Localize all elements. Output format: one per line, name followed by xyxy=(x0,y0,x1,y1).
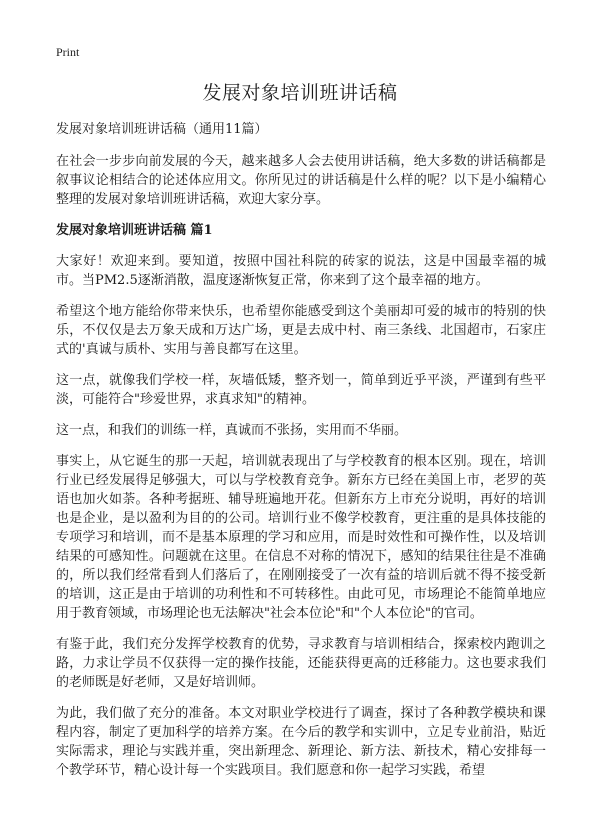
body-paragraph: 希望这个地方能给你带来快乐，也希望你能感受到这个美丽却可爱的城市的特别的快乐，不仅仅是去万象天成和万达广场，更是去成中村、南三条线、北国超市，石家庄式的'真诚与质朴、实用与善良都写在这里。 xyxy=(56,304,546,357)
document-subtitle: 发展对象培训班讲话稿（通用11篇） xyxy=(56,122,268,137)
body-paragraph: 为此，我们做了充分的准备。本文对职业学校进行了调查，探讨了各种教学模块和课程内容，制定了更加科学的培养方案。在今后的教学和实训中，立足专业前沿，贴近实际需求，理论与实践并重，突出新理念、新理论、新方法、新技术，精心安排每一个教学环节，精心设计每一个实践项目。我们愿意和你一起学习实践，希望 xyxy=(56,706,546,778)
body-paragraph: 大家好！欢迎来到。要知道，按照中国社科院的砖家的说法，这是中国最幸福的城市。当PM2.5逐渐消散，温度逐渐恢复正常，你来到了这个最幸福的地方。 xyxy=(56,254,546,288)
document-body xyxy=(56,120,546,792)
body-paragraph: 这一点，和我们的训练一样，真诚而不张扬，实用而不华丽。 xyxy=(56,423,408,438)
body-paragraph: 这一点，就像我们学校一样，灰墙低矮，整齐划一，简单到近乎平淡，严谨到有些平淡，可能符合"珍爱世界，求真求知"的精神。 xyxy=(56,373,546,407)
body-paragraph: 事实上，从它诞生的那一天起，培训就表现出了与学校教育的根本区别。现在，培训行业已经发展得足够强大，可以与学校教育竞争。新东方已经在美国上市，老罗的英语也加火如荼。各种考据班、辅导班遍地开花。但新东方上市充分说明，再好的培训也是企业，是以盈利为目的的公司。培训行业不像学校教育，更注重的是具体技能的专项学习和培训，而不是基本原理的学习和应用，而是时效性和可操作性，以及培训结果的可感知性。问题就在这里。在信息不对称的情况下，感知的结果往往是不准确的，所以我们经常看到人们落后了，在刚刚接受了一次有益的培训后就不得不接受新的培训，这正是由于培训的功利性和不可转移性。由此可见，市场理论不能简单地应用于教育领域，市场理论也无法解决"社会本位论"和"个人本位论"的官司。 xyxy=(56,454,546,621)
print-link[interactable]: Print xyxy=(56,45,80,59)
section-heading: 发展对象培训班讲话稿 篇1 xyxy=(56,223,213,238)
document-title: 发展对象培训班讲话稿 xyxy=(202,82,398,104)
intro-paragraph: 在社会一步步向前发展的今天，越来越多人会去使用讲话稿，绝大多数的讲话稿都是叙事议论相结合的论述体应用文。你所见过的讲话稿是什么样的呢？以下是小编精心整理的发展对象培训班讲话稿，欢迎大家分享。 xyxy=(56,154,546,207)
body-paragraph: 有鉴于此，我们充分发挥学校教育的优势，寻求教育与培训相结合，探索校内跑训之路，力求让学员不仅获得一定的操作技能，还能获得更高的迁移能力。这也要求我们的老师既是好老师，又是好培训师。 xyxy=(56,637,546,690)
